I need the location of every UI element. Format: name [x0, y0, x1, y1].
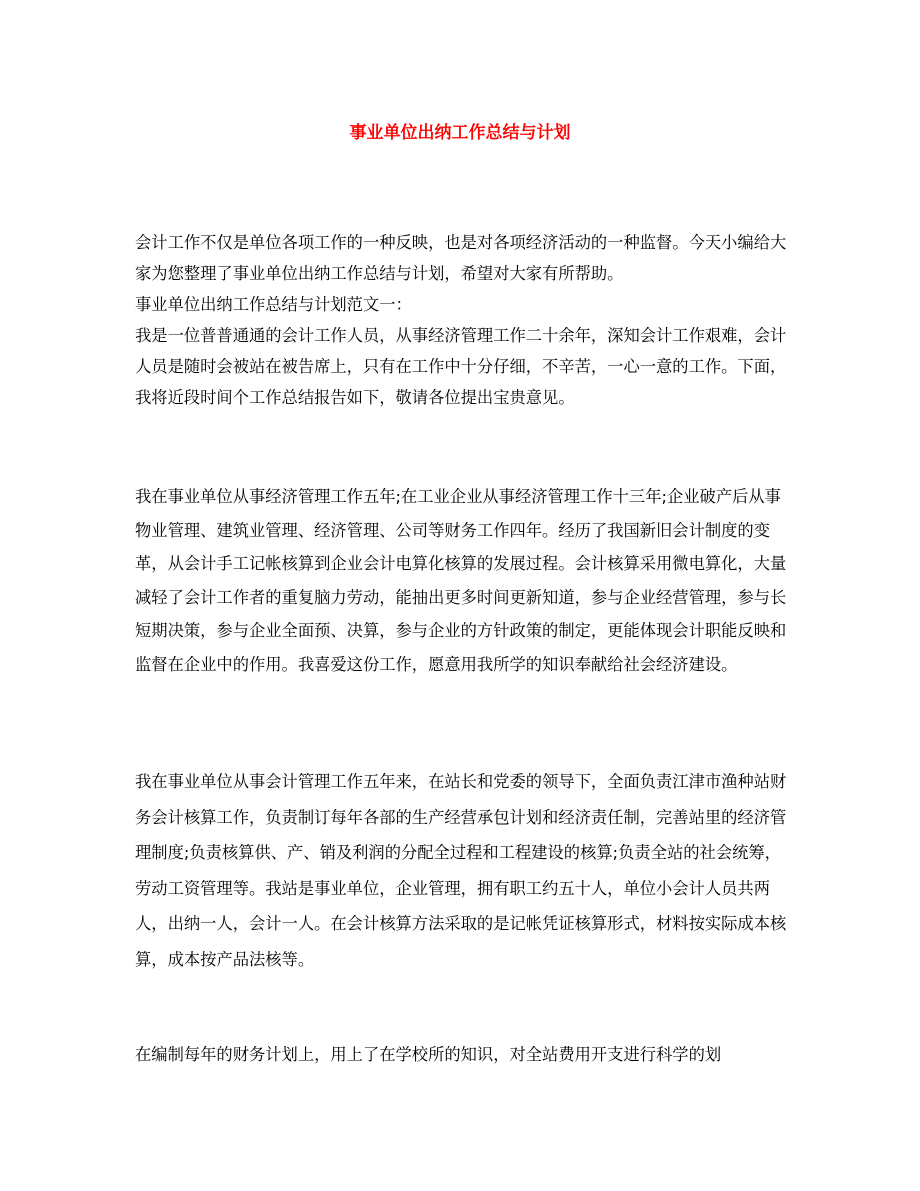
experience-paragraph: [135, 480, 790, 681]
paragraph-text: 我在事业单位从事会计管理工作五年来，在站长和党委的领导下，全面负责江津市渔种站财务会计核算工作，负责制订每年各部的生产经营承包计划和经济责任制，完善站里的经济管理制度;负责核算供、产、销及利润的分配全过程和工程建设的核算;负责全站的社会统筹，劳动工资管理等。我站是事业单位，企业管理，拥有职工约五十人，单位小会计人员共两人，出纳一人，会计一人。在会计核算方法采取的是记帐凭证核算形式，材料按实际成本核算，成本按产品法核等。: [135, 772, 787, 969]
planning-paragraph: [135, 1038, 790, 1072]
intro-paragraph: 会计工作不仅是单位各项工作的一种反映，也是对各项经济活动的一种监督。今天小编给大家为您整理了事业单位出纳工作总结与计划，希望对大家有所帮助。: [135, 233, 787, 283]
paragraph-text: 我在事业单位从事经济管理工作五年;在工业企业从事经济管理工作十三年;企业破产后从事物业管理、建筑业管理、经济管理、公司等财务工作四年。经历了我国新旧会计制度的变革，从会计手工记帐核算到企业会计电算化核算的发展过程。会计核算采用微电算化，大量减轻了会计工作者的重复脑力劳动，能抽出更多时间更新知道，参与企业经营管理，参与长短期决策，参与企业全面预、决算，参与企业的方针政策的制定，更能体现会计职能反映和监督在企业中的作用。我喜爱这份工作，愿意用我所学的知识奉献给社会经济建设。: [135, 487, 787, 674]
intro-section: [135, 227, 790, 413]
sample-subheading: 事业单位出纳工作总结与计划范文一：: [135, 295, 412, 314]
paragraph-text: 在编制每年的财务计划上，用上了在学校所的知识，对全站费用开支进行科学的划: [135, 1045, 722, 1064]
document-title: 事业单位出纳工作总结与计划: [349, 123, 571, 143]
duties-paragraph: [135, 764, 790, 977]
opening-paragraph: 我是一位普普通通的会计工作人员，从事经济管理工作二十余年，深知会计工作艰难，会计人员是随时会被站在被告席上，只有在工作中十分仔细，不辛苦，一心一意的工作。下面，我将近段时间个工作总结报告如下，敬请各位提出宝贵意见。: [135, 326, 787, 407]
